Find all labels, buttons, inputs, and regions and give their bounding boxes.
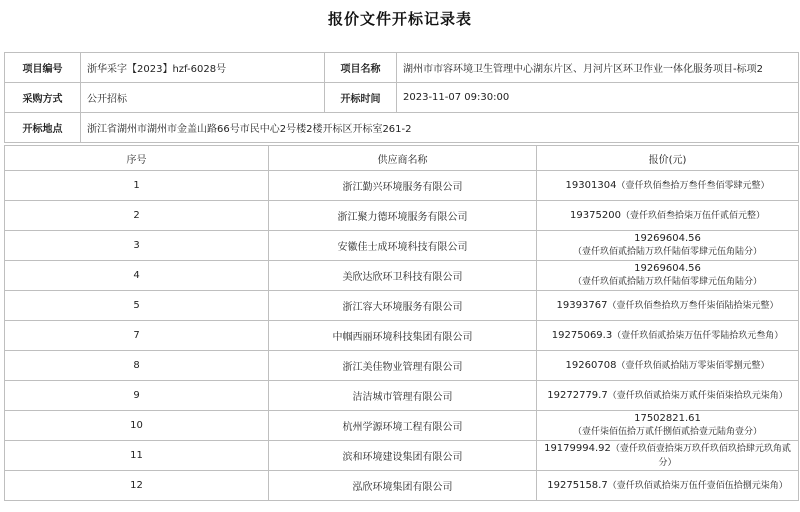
row-number: 7: [5, 321, 269, 351]
price-amount: 19269604.56: [634, 233, 701, 244]
price-amount: 19301304: [565, 179, 617, 191]
row-number: 8: [5, 351, 269, 381]
price-amount-chinese: （壹仟玖佰贰拾陆万零柒佰零捌元整）: [616, 360, 770, 371]
price-amount: 19260708: [565, 359, 617, 371]
location-value: 浙江省湖州市湖州市金盖山路66号市民中心2号楼2楼开标区开标室261-2: [81, 113, 799, 143]
supplier-name: 安徽佳士成环境科技有限公司: [269, 231, 537, 261]
header-no: 序号: [5, 146, 269, 171]
table-row: [5, 441, 799, 471]
table-row: [5, 231, 799, 261]
price-amount: 19275069.3: [551, 329, 613, 341]
price-amount-chinese: （壹仟玖佰壹拾柒万玖仟玖佰玖拾肆元玖角贰分）: [610, 443, 791, 468]
supplier-name: 浙江聚力德环境服务有限公司: [269, 201, 537, 231]
price-cell: [537, 171, 799, 201]
table-row: [5, 351, 799, 381]
supplier-name: 中帼西丽环境科技集团有限公司: [269, 321, 537, 351]
info-row: [5, 53, 799, 83]
table-row: [5, 201, 799, 231]
price-cell: [537, 231, 799, 261]
price-amount-chinese: （壹仟玖佰贰拾陆万玖仟陆佰零肆元伍角陆分）: [572, 277, 762, 287]
row-number: 5: [5, 291, 269, 321]
time-label: 开标时间: [325, 83, 397, 113]
table-row: [5, 381, 799, 411]
project-no-value: 浙华采字【2023】hzf-6028号: [81, 53, 325, 83]
price-cell: [537, 291, 799, 321]
table-row: [5, 291, 799, 321]
row-number: 11: [5, 441, 269, 471]
price-amount-chinese: （壹仟玖佰贰拾柒万贰仟柒佰柒拾玖元柒角）: [607, 390, 788, 401]
method-label: 采购方式: [5, 83, 81, 113]
location-label: 开标地点: [5, 113, 81, 143]
price-amount-chinese: （壹仟玖佰贰拾柒万伍仟壹佰伍拾捌元柒角）: [607, 480, 788, 491]
row-number: 10: [5, 411, 269, 441]
supplier-name: 杭州学源环境工程有限公司: [269, 411, 537, 441]
row-number: 4: [5, 261, 269, 291]
price-amount-chinese: （壹仟玖佰贰拾陆万玖仟陆佰零肆元伍角陆分）: [572, 247, 762, 257]
price-amount: 17502821.61: [634, 413, 701, 424]
table-row: [5, 171, 799, 201]
project-name-label: 项目名称: [325, 53, 397, 83]
price-amount-chinese: （壹仟玖佰叁拾万叁仟叁佰零肆元整）: [616, 180, 770, 191]
price-amount: 19393767: [556, 299, 608, 311]
price-cell: [537, 201, 799, 231]
supplier-name: 泓欣环境集团有限公司: [269, 471, 537, 501]
table-header-row: [5, 146, 799, 171]
row-number: 12: [5, 471, 269, 501]
price-cell: [537, 411, 799, 441]
supplier-name: 浙江美佳物业管理有限公司: [269, 351, 537, 381]
supplier-name: 洁洁城市管理有限公司: [269, 381, 537, 411]
price-amount-chinese: （壹仟玖佰贰拾柒万伍仟零陆拾玖元叁角）: [612, 330, 784, 341]
project-no-label: 项目编号: [5, 53, 81, 83]
price-amount: 19179994.92: [544, 442, 611, 454]
price-amount: 19375200: [570, 209, 621, 221]
header-supplier: 供应商名称: [269, 146, 537, 171]
project-info-table: [4, 52, 799, 143]
page-title: 报价文件开标记录表: [327, 10, 472, 28]
price-amount-chinese: （壹仟玖佰叁拾玖万叁仟柒佰陆拾柒元整）: [607, 300, 779, 311]
row-number: 3: [5, 231, 269, 261]
supplier-name: 滨和环境建设集团有限公司: [269, 441, 537, 471]
supplier-name: 浙江容大环境服务有限公司: [269, 291, 537, 321]
price-cell: [537, 381, 799, 411]
table-row: [5, 471, 799, 501]
project-name-value: 湖州市市容环境卫生管理中心湖东片区、月河片区环卫作业一体化服务项目-标项2: [397, 53, 799, 83]
info-row: [5, 83, 799, 113]
row-number: 1: [5, 171, 269, 201]
price-amount: 19275158.7: [547, 479, 608, 491]
time-value: 2023-11-07 09:30:00: [397, 83, 799, 113]
price-cell: [537, 321, 799, 351]
header-price: 报价(元): [537, 146, 799, 171]
info-row: [5, 113, 799, 143]
price-amount-chinese: （壹仟玖佰叁拾柒万伍仟贰佰元整）: [620, 210, 765, 221]
price-cell: [537, 441, 799, 471]
supplier-name: 浙江勤兴环境服务有限公司: [269, 171, 537, 201]
price-amount: 19269604.56: [634, 263, 701, 274]
table-row: [5, 321, 799, 351]
price-amount-chinese: （壹仟柒佰伍拾万贰仟捌佰贰拾壹元陆角壹分）: [572, 427, 762, 437]
price-cell: [537, 471, 799, 501]
row-number: 9: [5, 381, 269, 411]
price-cell: [537, 261, 799, 291]
supplier-name: 美欣达欣环卫科技有限公司: [269, 261, 537, 291]
price-cell: [537, 351, 799, 381]
method-value: 公开招标: [81, 83, 325, 113]
row-number: 2: [5, 201, 269, 231]
bids-table: [4, 145, 799, 501]
price-amount: 19272779.7: [547, 389, 608, 401]
table-row: [5, 261, 799, 291]
table-row: [5, 411, 799, 441]
